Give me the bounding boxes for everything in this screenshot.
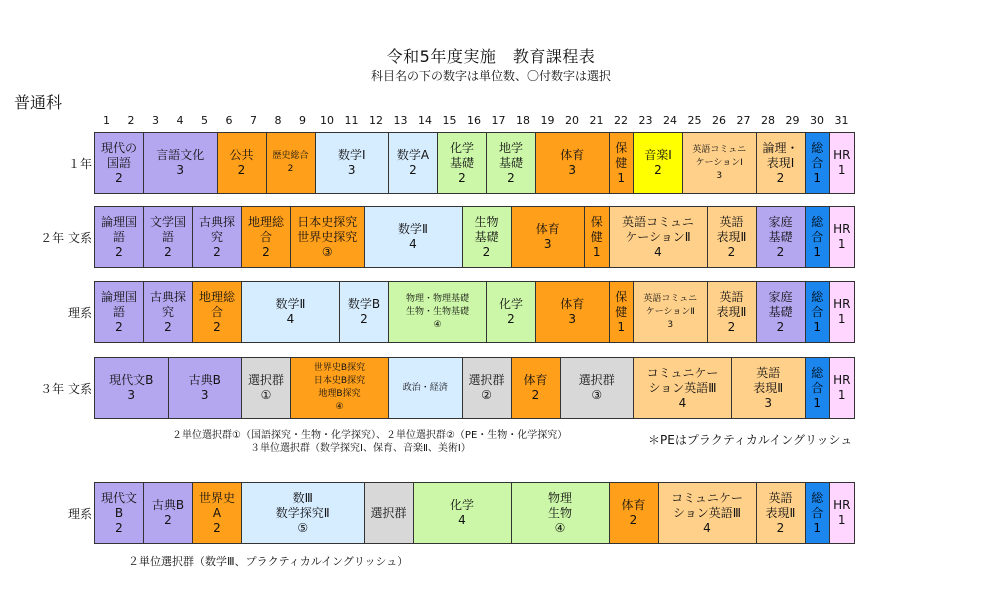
column-number: 9	[299, 114, 306, 127]
subject-text: 現代文 B 2	[100, 490, 137, 535]
subject-text: 論理国 語 2	[100, 289, 137, 334]
subject-cell	[192, 281, 242, 343]
subject-text: 歴史総合 2	[272, 151, 309, 174]
subject-text: 英語コミュニ ケーションⅡ 4	[622, 214, 694, 259]
subject-cell	[560, 357, 635, 419]
subject-cell	[756, 482, 806, 544]
subject-text: 英語 表現Ⅱ 2	[716, 214, 747, 259]
column-number: 13	[393, 114, 408, 127]
subject-cell	[143, 206, 193, 268]
subject-text: 物理・物理基礎 生物・生物基礎 ④	[405, 293, 469, 330]
subject-text: 数学Ⅱ 4	[275, 297, 306, 326]
subject-cell	[192, 482, 242, 544]
subject-cell	[192, 206, 242, 268]
subject-cell	[731, 357, 806, 419]
subject-text: コミュニケー ション英語Ⅲ 4	[646, 365, 719, 410]
column-number: 4	[176, 114, 184, 127]
column-number: 3	[152, 114, 159, 127]
subject-text: HR 1	[833, 373, 851, 402]
subject-text: 選択群 ②	[468, 373, 505, 402]
subject-cell	[805, 132, 831, 194]
column-number: 5	[201, 114, 208, 127]
subject-cell	[462, 357, 512, 419]
row-label: ２年 文系	[40, 231, 92, 245]
subject-cell	[94, 281, 144, 343]
subject-cell	[633, 132, 683, 194]
subject-cell	[535, 132, 610, 194]
subject-cell	[241, 482, 365, 544]
subject-text: 論理・ 表現Ⅰ 2	[762, 140, 799, 185]
subject-cell	[805, 482, 831, 544]
column-number: 1	[103, 114, 110, 127]
subject-text: 数学Ⅰ 3	[337, 148, 366, 177]
subject-text: 地学 基礎 2	[498, 140, 523, 185]
subject-cell	[486, 281, 536, 343]
subject-cell	[756, 206, 806, 268]
subject-cell	[290, 206, 365, 268]
subject-text: 古典B 3	[188, 373, 221, 402]
subject-text: 保 健 1	[615, 289, 628, 334]
subject-text: 総 合 1	[811, 490, 824, 535]
row-label: ３年 文系	[40, 382, 92, 396]
subject-text: 数学B 2	[347, 297, 381, 326]
subject-text: 英語コミュニ ケーションⅡ 3	[643, 293, 698, 330]
subject-text: コミュニケー ション英語Ⅲ 4	[671, 490, 743, 535]
subject-text: 体育 3	[535, 222, 560, 251]
subject-text: 化学 2	[498, 297, 523, 326]
page-title: 令和5年度実施 教育課程表	[386, 47, 596, 66]
subject-text: 数Ⅲ 数学探究Ⅱ ⑤	[275, 490, 330, 535]
column-number: 21	[589, 114, 604, 127]
subject-cell	[143, 281, 193, 343]
subject-text: 体育 3	[560, 297, 585, 326]
note-elective-group-3: ３単位選択群（数学探究Ⅰ、保育、音楽Ⅱ、美術Ⅰ）	[250, 443, 471, 454]
subject-cell	[388, 357, 463, 419]
subject-text: 総 合 1	[811, 140, 824, 185]
subject-cell	[535, 281, 610, 343]
subject-text: 総 合 1	[811, 214, 824, 259]
column-number: 14	[418, 114, 432, 127]
subject-cell	[707, 281, 757, 343]
subject-text: 保 健 1	[590, 214, 603, 259]
subject-cell	[633, 357, 732, 419]
subject-cell	[486, 132, 536, 194]
subject-cell	[241, 206, 291, 268]
subject-text: 化学 4	[449, 498, 474, 527]
subject-cell	[511, 482, 610, 544]
column-number: 6	[225, 114, 233, 127]
column-number: 25	[687, 114, 702, 127]
subject-text: 体育 3	[560, 148, 585, 177]
subject-cell	[805, 357, 831, 419]
subject-cell	[290, 357, 389, 419]
subject-cell	[756, 281, 806, 343]
column-number: 31	[834, 114, 849, 127]
subject-text: 物理 生物 ④	[547, 490, 572, 535]
subject-text: 数学Ⅱ 4	[398, 222, 428, 251]
subject-text: 古典探 究 2	[198, 214, 235, 259]
subject-text: 音楽Ⅰ 2	[644, 148, 672, 177]
column-number: 22	[614, 114, 628, 127]
subject-cell	[805, 281, 831, 343]
column-number: 15	[442, 114, 457, 127]
subject-text: 論理国 語 2	[100, 214, 137, 259]
subject-text: 選択群	[370, 505, 407, 520]
subject-text: 言語文化 3	[156, 148, 205, 177]
subject-cell	[829, 482, 855, 544]
subject-cell	[94, 482, 144, 544]
column-number: 24	[663, 114, 677, 127]
subject-cell	[339, 281, 389, 343]
column-number: 11	[344, 114, 359, 127]
subject-cell	[829, 281, 855, 343]
note-science-elective: ２単位選択群（数学Ⅲ、プラクティカルイングリッシュ）	[128, 555, 409, 568]
subject-text: 生物 基礎 2	[474, 214, 499, 259]
subject-text: 体育 2	[621, 498, 646, 527]
subject-text: 保 健 1	[615, 140, 628, 185]
subject-cell	[829, 132, 855, 194]
subject-cell	[266, 132, 316, 194]
subject-text: 世界史 A 2	[198, 490, 235, 535]
subject-text: 現代文B 3	[109, 373, 154, 402]
subject-cell	[707, 206, 757, 268]
subject-text: 体育 2	[523, 373, 548, 402]
subject-cell	[217, 132, 267, 194]
subject-text: 政治・経済	[402, 382, 448, 393]
subject-cell	[364, 482, 414, 544]
subject-cell	[682, 132, 757, 194]
subject-cell	[364, 206, 463, 268]
column-number: 29	[785, 114, 800, 127]
subject-text: HR 1	[833, 148, 851, 177]
subject-cell	[168, 357, 243, 419]
subject-text: HR 1	[833, 297, 851, 326]
subject-cell	[241, 281, 340, 343]
row-label: １年	[67, 157, 92, 171]
subject-text: 化学 基礎 2	[449, 140, 474, 185]
subject-text: 世界史B探究 日本史B探究 地理B探究 ④	[313, 363, 366, 412]
column-number: 8	[274, 114, 282, 127]
subject-text: 英語 表現Ⅱ 3	[753, 365, 784, 410]
subject-text: HR 1	[833, 498, 851, 527]
subject-cell	[94, 357, 169, 419]
column-number: 12	[369, 114, 383, 127]
column-number: 28	[761, 114, 775, 127]
subject-cell	[829, 206, 855, 268]
row-label: 理系	[67, 306, 92, 320]
subject-cell	[633, 281, 708, 343]
subject-text: 地理総 合 2	[198, 289, 235, 334]
subject-text: 総 合 1	[811, 289, 824, 334]
subject-text: 家庭 基礎 2	[768, 289, 793, 334]
subject-cell	[658, 482, 757, 544]
subject-text: 総 合 1	[811, 365, 824, 410]
page-subtitle: 科目名の下の数字は単位数、〇付数字は選択	[370, 69, 611, 83]
department-label: 普通科	[14, 93, 63, 112]
subject-text: 現代の 国語 2	[100, 140, 137, 185]
subject-cell	[315, 132, 390, 194]
subject-cell	[756, 132, 806, 194]
column-number: 17	[491, 114, 506, 127]
subject-cell	[94, 206, 144, 268]
subject-text: 家庭 基礎 2	[768, 214, 793, 259]
subject-cell	[584, 206, 610, 268]
subject-cell	[388, 132, 438, 194]
column-number: 20	[565, 114, 579, 127]
column-number: 18	[516, 114, 530, 127]
column-number: 30	[810, 114, 824, 127]
subject-cell	[609, 132, 635, 194]
column-number: 16	[467, 114, 481, 127]
note-pe-definition: ＊PEはプラクティカルイングリッシュ	[648, 433, 853, 447]
subject-text: 地理総 合 2	[247, 214, 284, 259]
subject-text: 文学国 語 2	[149, 214, 186, 259]
subject-cell	[511, 357, 561, 419]
subject-cell	[829, 357, 855, 419]
subject-cell	[94, 132, 144, 194]
subject-cell	[511, 206, 586, 268]
subject-cell	[241, 357, 291, 419]
subject-text: 古典B 2	[151, 498, 185, 527]
subject-cell	[388, 281, 487, 343]
subject-text: 選択群 ①	[247, 373, 284, 402]
column-number: 10	[320, 114, 334, 127]
subject-text: HR 1	[833, 222, 851, 251]
subject-cell	[143, 482, 193, 544]
subject-cell	[143, 132, 218, 194]
column-number: 2	[127, 114, 135, 127]
subject-text: 数学A 2	[396, 148, 430, 177]
subject-text: 日本史探究 世界史探究 ③	[297, 214, 358, 259]
subject-cell	[437, 132, 487, 194]
note-elective-groups-2: ２単位選択群①（国語探究・生物・化学探究）、２単位選択群②（PE・生物・化学探究）	[172, 430, 568, 441]
subject-text: 英語コミュニ ケーションⅠ 3	[692, 144, 747, 181]
subject-text: 公共 2	[229, 148, 254, 177]
row-label: 理系	[67, 507, 92, 521]
column-number: 26	[712, 114, 726, 127]
subject-cell	[609, 281, 635, 343]
subject-text: 英語 表現Ⅱ 2	[765, 490, 796, 535]
column-number: 7	[250, 114, 257, 127]
column-number: 19	[540, 114, 555, 127]
subject-cell	[609, 206, 708, 268]
subject-cell	[462, 206, 512, 268]
subject-text: 英語 表現Ⅱ 2	[716, 289, 747, 334]
subject-text: 古典探 究 2	[149, 289, 186, 334]
subject-cell	[609, 482, 659, 544]
column-number: 27	[736, 114, 751, 127]
subject-cell	[413, 482, 512, 544]
column-number: 23	[638, 114, 653, 127]
subject-text: 選択群 ③	[578, 373, 615, 402]
subject-cell	[805, 206, 831, 268]
